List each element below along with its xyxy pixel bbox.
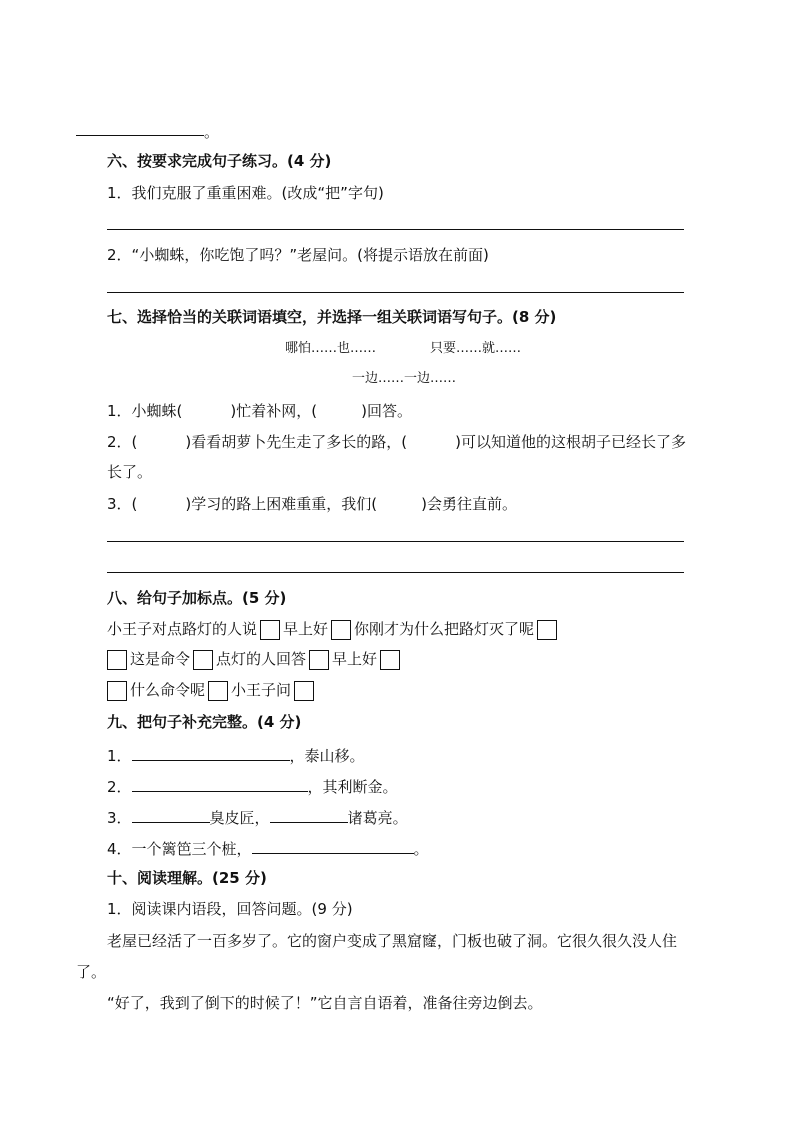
section-6-title: 六、按要求完成句子练习。(4 分) [107,152,332,170]
section-9-title: 九、把句子补充完整。(4 分) [107,713,302,731]
s7-q2-part-a: 2．( [107,433,138,451]
punct-box-2[interactable] [331,620,351,640]
conjunction-option-2: 只要……就…… [430,341,522,356]
s8-text-4: 这是命令 [130,650,191,668]
s7-question-1 [107,401,412,421]
punct-box-4[interactable] [107,650,127,670]
s8-text-3: 你刚才为什么把路灯灭了呢 [354,620,535,638]
s8-text-1: 小王子对点路灯的人说 [107,620,258,638]
s9-q3-blank-1[interactable] [132,806,210,823]
s9-question-4 [107,837,429,859]
s7-q3-part-c: )会勇往直前。 [421,495,517,513]
end-mark: 。 [204,123,220,141]
punct-box-3[interactable] [537,620,557,640]
s6-question-2: 2．“小蜘蛛，你吃饱了吗？”老屋问。(将提示语放在前面) [107,246,489,264]
s9-q2-blank[interactable] [132,775,308,792]
punct-box-10[interactable] [294,681,314,701]
s7-answer-line-2[interactable] [107,572,684,573]
s9-q1-end: ，泰山移。 [289,747,365,765]
punct-box-5[interactable] [193,650,213,670]
s6-answer-line-1[interactable] [107,229,684,230]
s7-question-2 [107,432,686,452]
s9-q3-mid: 臭皮匠， [209,809,270,827]
s9-q4-text: 4．一个篱笆三个桩， [107,840,252,858]
s9-q3-blank-2[interactable] [270,806,348,823]
s7-q1-part-a: 1．小蜘蛛( [107,402,183,420]
s9-q1-blank[interactable] [132,744,290,761]
conjunction-option-1: 哪怕……也…… [285,341,377,356]
s9-q1-num: 1． [107,747,132,765]
s8-line-3 [104,679,317,701]
answer-line-top[interactable] [76,135,204,136]
s9-question-1 [107,744,365,766]
punct-box-6[interactable] [309,650,329,670]
s9-q3-end: 诸葛亮。 [347,809,408,827]
s7-answer-line-1[interactable] [107,541,684,542]
s7-question-3 [107,494,517,514]
section-10-title: 十、阅读理解。(25 分) [107,869,267,887]
s7-q3-part-a: 3．( [107,495,138,513]
s8-line-2 [104,648,403,670]
s8-text-7: 什么命令呢 [130,681,206,699]
s7-q2-part-b: )看看胡萝卜先生走了多长的路，( [185,433,408,451]
s10-subquestion-1: 1．阅读课内语段，回答问题。(9 分) [107,900,353,918]
s7-q1-part-b: )忙着补网，( [230,402,318,420]
s9-q3-num: 3． [107,809,132,827]
s9-question-2 [107,775,398,797]
conjunction-option-3: 一边……一边…… [352,371,457,386]
punct-box-8[interactable] [107,681,127,701]
s8-line-1 [107,618,560,640]
s7-question-2-cont: 长了。 [107,463,153,481]
punct-box-7[interactable] [380,650,400,670]
s8-text-2: 早上好 [283,620,329,638]
s6-question-1: 1．我们克服了重重困难。(改成“把”字句) [107,184,384,202]
s7-q3-part-b: )学习的路上困难重重，我们( [185,495,378,513]
punct-box-1[interactable] [260,620,280,640]
passage-paragraph-1: 老屋已经活了一百多岁了。它的窗户变成了黑窟窿，门板也破了洞。它很久很久没人住 [107,932,678,950]
passage-paragraph-1-cont: 了。 [76,963,107,981]
s7-q2-part-c: )可以知道他的这根胡子已经长了多 [455,433,686,451]
s7-q1-part-c: )回答。 [361,402,412,420]
s8-text-5: 点灯的人回答 [216,650,307,668]
s6-answer-line-2[interactable] [107,292,684,293]
s9-q4-blank[interactable] [252,837,414,854]
s9-q4-end: 。 [413,840,429,858]
passage-paragraph-2: “好了，我到了倒下的时候了！”它自言自语着，准备往旁边倒去。 [107,994,543,1012]
s8-text-6: 早上好 [332,650,378,668]
s9-question-3 [107,806,408,828]
s8-text-8: 小王子问 [231,681,292,699]
section-8-title: 八、给句子加标点。(5 分) [107,589,287,607]
section-7-title: 七、选择恰当的关联词语填空，并选择一组关联词语写句子。(8 分) [107,308,557,326]
punct-box-9[interactable] [208,681,228,701]
s9-q2-num: 2． [107,778,132,796]
s9-q2-end: ，其利断金。 [307,778,398,796]
